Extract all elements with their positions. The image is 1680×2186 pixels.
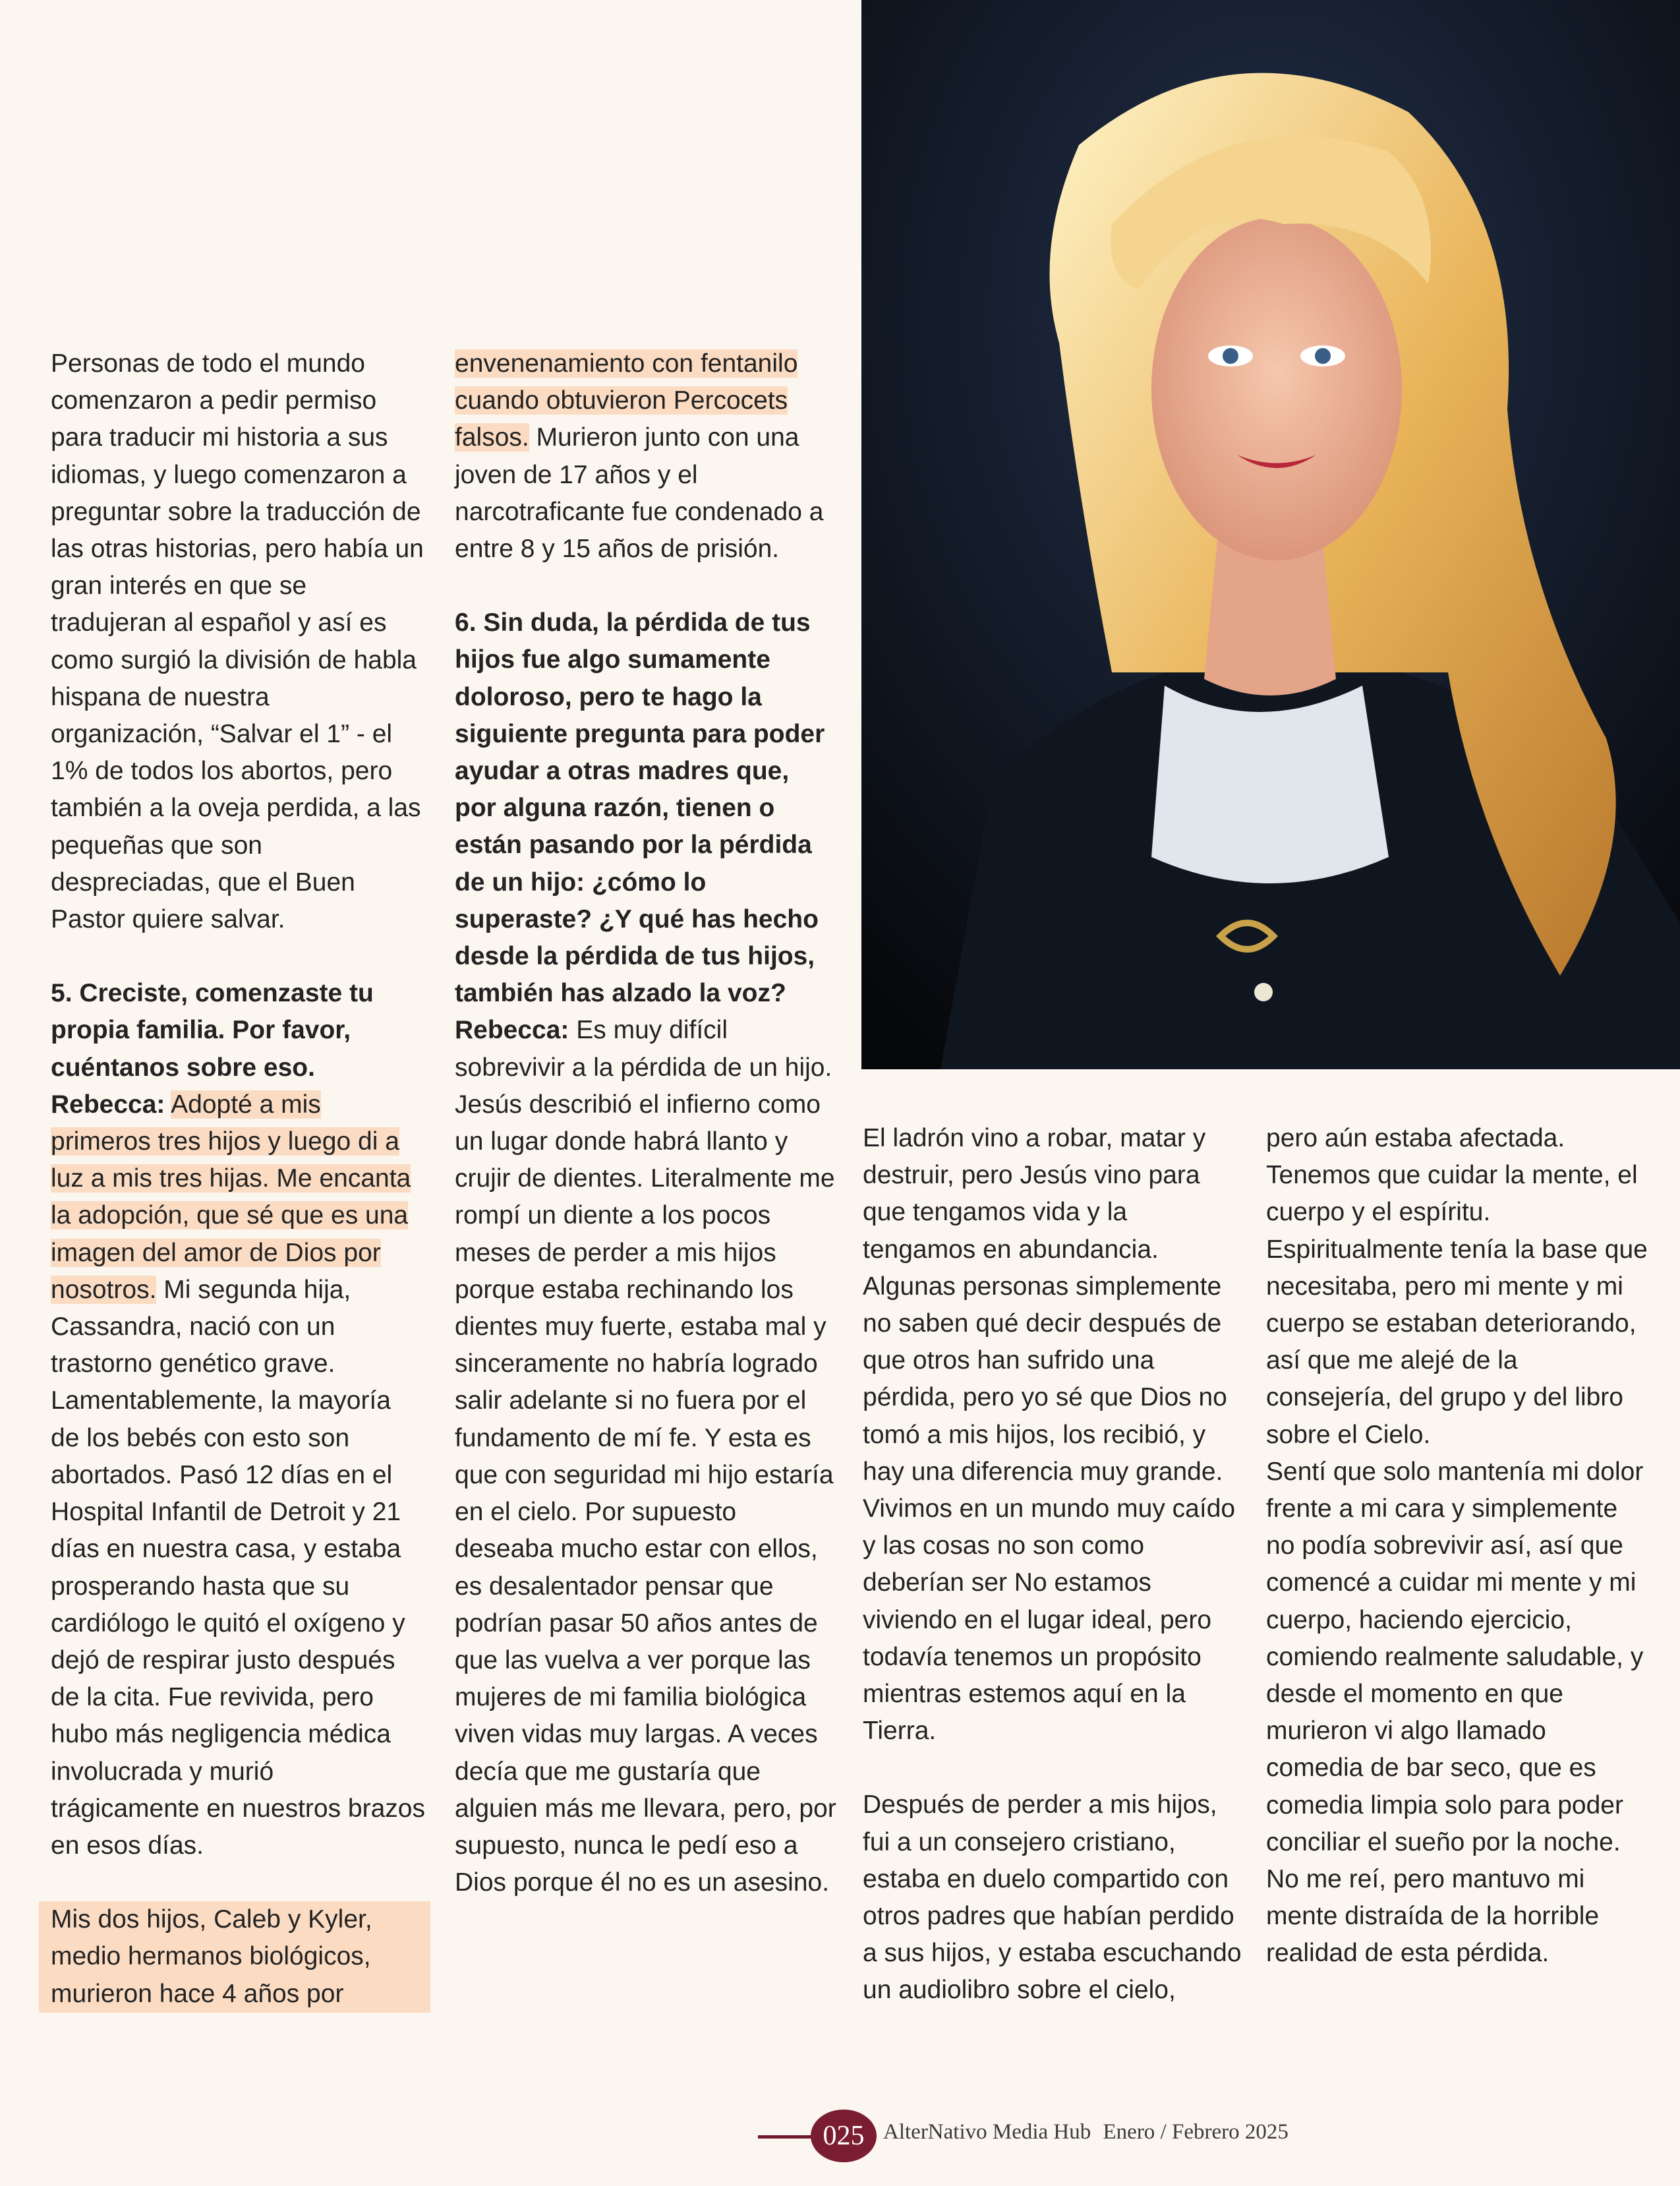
issue-date: Enero / Febrero 2025 <box>1103 2120 1289 2144</box>
highlighted-text: envenenamiento con fentanilo cuando obtuvieron Percocets falsos. <box>455 349 798 452</box>
paragraph-comedy: Sentí que solo mantenía mi dolor frente a mi cara y simplemente no podía sobrevivir así, así que comencé a cuidar mi mente y mi cuerpo, haciendo ejercicio, comiendo realmente saludable, y desde el momento en que murieron vi algo llamado comedia de bar seco, que es comedia limpia solo para poder conciliar el sueño por la noche. No me reí, pero mantuvo mi mente distraída de la horrible realidad de esta pérdida. <box>1266 1457 1644 1968</box>
paragraph-counselor: Después de perder a mis hijos, fui a un consejero cristiano, estaba en duelo compartido con otros padres que habían perdido a sus hijos, y estaba escuchando un audiolibro sobre el cielo, <box>863 1790 1242 2005</box>
answer-6-text: Es muy difícil sobrevivir a la pérdida de un hijo. Jesús describió el infierno como un lugar donde habrá llanto y crujir de dientes. Literalmente me rompí un diente a los pocos meses de perder a mis hijos porque estaba rechinando los dientes muy fuerte, estaba mal y sinceramente no habría logrado salir adelante si no fuera por el fundamento de mí fe. Y esta es que con seguridad mi hijo estaría en el cielo. Por supuesto deseaba mucho estar con ellos, es desalentador pensar que podrían pasar 50 años antes de que las vuelva a ver porque las mujeres de mi familia biológica viven vidas muy largas. A veces decía que me gustaría que alguien más me llevara, pero, por supuesto, nunca le pedí eso a Dios porque él no es un asesino. <box>455 1016 836 1897</box>
publication-name: AlterNativo Media Hub <box>883 2120 1091 2144</box>
speaker-label: Rebecca: <box>51 1090 165 1119</box>
answer-5-rest: Mi segunda hija, Cassandra, nació con un trastorno genético grave. Lamentablemente, la mayoría de los bebés con esto son abortados. Pasó 12 días en el Hospital Infantil de Detroit y 21 días en nuestra casa, y estaba prosperando hasta que su cardiólogo le quitó el oxígeno y dejó de respirar justo después de la cita. Fue revivida, pero hubo más negligencia médica involucrada y murió trágicamente en nuestros brazos en esos días. <box>51 1275 425 1860</box>
paragraph-translation-interest: Personas de todo el mundo comenzaron a pedir permiso para traducir mi historia a sus idiomas, y luego comenzaron a preguntar sobre la traducción de las otras historias, pero había un gran interés en que se tradujeran al español y así es como surgió la división de habla hispana de nuestra organización, “Salvar el 1” - el 1% de todos los abortos, pero también a la oveja perdida, a las pequeñas que son despreciadas, que el Buen Pastor quiere salvar. <box>51 349 424 934</box>
article-column-2 <box>455 345 837 1901</box>
article-column-4 <box>1266 1120 1648 1972</box>
page-footer <box>758 2110 1417 2162</box>
question-6: 6. Sin duda, la pérdida de tus hijos fue algo sumamente doloroso, pero te hago la siguiente pregunta para poder ayudar a otras madres que, por alguna razón, tienen o están pasando por la pérdida de un hijo: ¿cómo lo superaste? ¿Y qué has hecho desde la pérdida de tus hijos, también has alzado la voz? <box>455 608 825 1008</box>
highlighted-text: Adopté a mis primeros tres hijos y luego di a luz a mis tres hijas. Me encanta la adopción, que sé que es una imagen del amor de Dios por nosotros. <box>51 1090 411 1304</box>
article-column-3 <box>863 1120 1245 2009</box>
answer-6 <box>455 1012 837 1901</box>
page-number: 025 <box>811 2110 877 2162</box>
paragraph-sons-rest: Murieron junto con una joven de 17 años y el narcotraficante fue condenado a entre 8 y 15 años de prisión. <box>455 423 824 564</box>
portrait-photo <box>861 0 1680 1069</box>
question-5: 5. Creciste, comenzaste tu propia familia. Por favor, cuéntanos sobre eso. <box>51 979 374 1082</box>
paragraph-sons-highlight: Mis dos hijos, Caleb y Kyler, medio hermanos biológicos, murieron hace 4 años por <box>39 1901 430 2013</box>
paragraph-mind-body: pero aún estaba afectada. Tenemos que cuidar la mente, el cuerpo y el espíritu. Espiritualmente tenía la base que necesitaba, pero mi mente y mi cuerpo se estaban deteriorando, así que me alejé de la consejería, del grupo y del libro sobre el Cielo. <box>1266 1124 1648 1449</box>
footer-credits <box>883 2120 1295 2144</box>
paragraph-sons-continued <box>455 345 837 568</box>
portrait-illustration <box>861 0 1680 1069</box>
speaker-label: Rebecca: <box>455 1016 569 1045</box>
paragraph-thief: El ladrón vino a robar, matar y destruir, pero Jesús vino para que tengamos vida y la tengamos en abundancia. Algunas personas simplemente no saben qué decir después de que otros han sufrido una pérdida, pero yo sé que Dios no tomó a mis hijos, los recibió, y hay una diferencia muy grande. Vivimos en un mundo muy caído y las cosas no son como deberían ser No estamos viviendo en el lugar ideal, pero todavía tenemos un propósito mientras estemos aquí en la Tierra. <box>863 1124 1236 1746</box>
article-column-1 <box>51 345 426 2013</box>
answer-5 <box>51 1086 426 1864</box>
